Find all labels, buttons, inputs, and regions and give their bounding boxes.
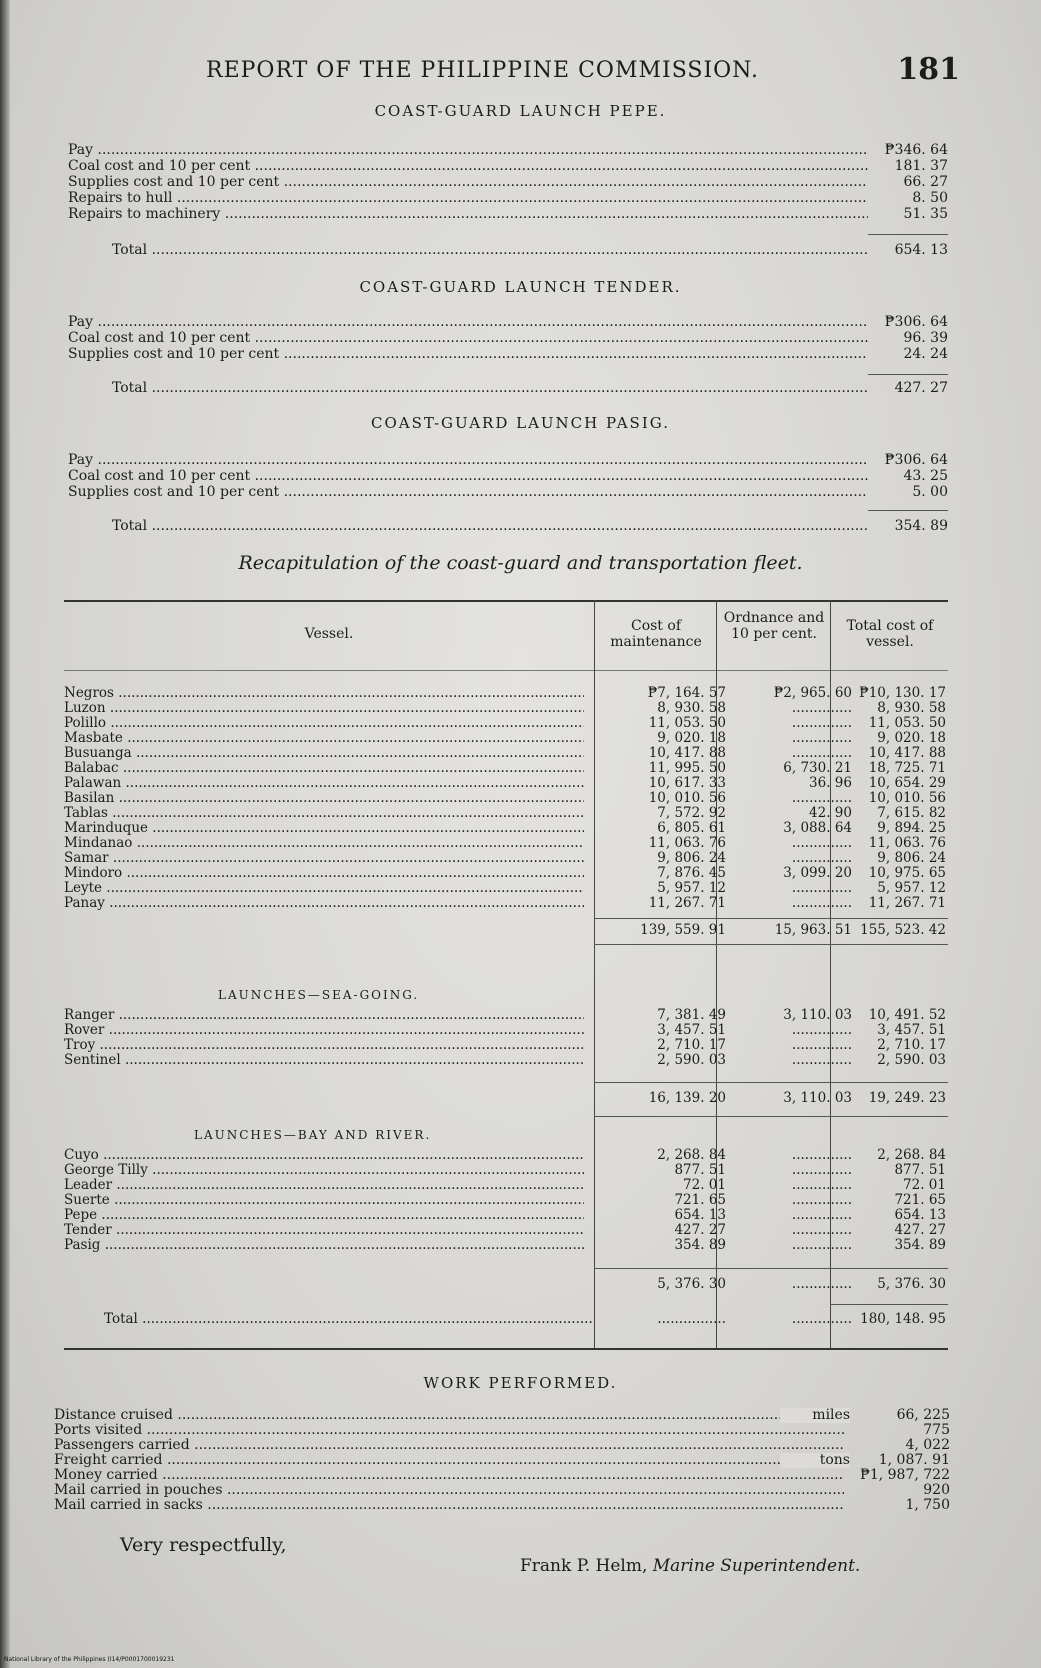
- table-row: [64, 746, 948, 761]
- table-row: [64, 1178, 948, 1193]
- table-row: [64, 791, 948, 806]
- ordnance-cell: ..............: [791, 1312, 852, 1327]
- maintenance-cell: 6, 805. 61: [657, 820, 726, 836]
- vessel-name: George Tilly .....: [64, 1163, 584, 1178]
- table-row: [64, 1193, 948, 1208]
- maintenance-cell: 7, 572. 92: [657, 805, 726, 821]
- ordnance-cell: ..............: [791, 1193, 852, 1208]
- total-cell: 354. 89: [894, 1237, 946, 1253]
- total-cell: 9, 806. 24: [877, 850, 946, 866]
- table-row: [64, 1053, 948, 1068]
- work-label: Passengers carried .....: [54, 1438, 844, 1453]
- item-label: Pay .....: [68, 452, 868, 468]
- table-row: [64, 686, 948, 701]
- list-item: [54, 1423, 950, 1438]
- item-label: Pay .....: [68, 314, 868, 330]
- total-amount: 354. 89: [894, 518, 948, 534]
- list-item: [68, 346, 948, 362]
- column-header-vessel: Vessel.: [304, 626, 354, 642]
- subtotal-rule: [594, 944, 948, 945]
- item-label: Coal cost and 10 per cent .....: [68, 468, 868, 484]
- work-amount: 920: [923, 1482, 950, 1498]
- ordnance-cell: ..............: [791, 1023, 852, 1038]
- work-amount: 775: [923, 1422, 950, 1438]
- maintenance-cell: 11, 995. 50: [648, 760, 726, 776]
- vessel-name: Basilan .....: [64, 791, 584, 806]
- tender-items: [68, 314, 948, 362]
- maintenance-cell: 427. 27: [674, 1222, 726, 1238]
- vessel-name: Leyte .....: [64, 881, 584, 896]
- vessel-name: Tender .....: [64, 1223, 584, 1238]
- ordnance-cell: ..............: [791, 1223, 852, 1238]
- page-header: [200, 52, 960, 92]
- item-amount: ₱306. 64: [884, 452, 948, 468]
- ordnance-cell: ..............: [791, 1053, 852, 1068]
- bay-subtotal-row: [64, 1276, 948, 1292]
- subtotal-rule: [594, 1116, 948, 1117]
- page-number: 181: [897, 52, 960, 87]
- signature-name: Frank P. Helm,: [520, 1556, 648, 1576]
- section-title-tender: COAST-GUARD LAUNCH TENDER.: [359, 278, 682, 296]
- total-label: Total .....: [112, 242, 868, 258]
- total-cell: 11, 053. 50: [868, 715, 946, 731]
- column-header-ordnance: Ordnance and 10 per cent.: [723, 610, 825, 642]
- maintenance-cell: 5, 957. 12: [657, 880, 726, 896]
- vessel-name: Suerte .....: [64, 1193, 584, 1208]
- item-label: Pay .....: [68, 142, 868, 158]
- list-item: [68, 314, 948, 330]
- vessel-name: Luzon .....: [64, 701, 584, 716]
- seagoing-subtotal-row: [64, 1090, 948, 1106]
- item-amount: 8. 50: [912, 190, 948, 206]
- item-label: Supplies cost and 10 per cent .....: [68, 174, 868, 190]
- ordnance-cell: ..............: [791, 896, 852, 911]
- table-row: [64, 776, 948, 791]
- column-header-maintenance: Cost of maintenance: [610, 618, 702, 650]
- ordnance-cell: ..............: [791, 1208, 852, 1223]
- total-cell: 10, 010. 56: [868, 790, 946, 806]
- table-row: [64, 1038, 948, 1053]
- recap-title: Recapitulation of the coast-guard and transportation fleet.: [238, 552, 803, 574]
- sum-rule: [868, 374, 948, 375]
- total-cell: 10, 975. 65: [868, 865, 946, 881]
- table-row: [64, 1023, 948, 1038]
- ordnance-cell: ..............: [791, 1038, 852, 1053]
- ordnance-cell: 36. 96: [809, 776, 852, 791]
- ordnance-cell: ..............: [791, 716, 852, 731]
- work-unit: tons: [780, 1453, 850, 1468]
- header-bottom-rule: [64, 670, 948, 671]
- total-cell: ₱10, 130. 17: [859, 685, 946, 701]
- vessel-name: Rover .....: [64, 1023, 584, 1038]
- total-cell: 654. 13: [894, 1207, 946, 1223]
- total-amount: 654. 13: [894, 242, 948, 258]
- list-item: [68, 484, 948, 500]
- item-amount: 51. 35: [903, 206, 948, 222]
- table-row: [64, 836, 948, 851]
- table-row: [64, 701, 948, 716]
- vessel-name: Pasig .....: [64, 1238, 584, 1253]
- table-top-rule: [64, 600, 948, 602]
- group-title-bay-river: LAUNCHES—BAY AND RIVER.: [194, 1128, 432, 1142]
- maintenance-cell: 7, 381. 49: [657, 1007, 726, 1023]
- list-item: [54, 1468, 950, 1483]
- total-cell: 2, 710. 17: [877, 1037, 946, 1053]
- vessel-name: Negros .....: [64, 686, 584, 701]
- total-cell: 877. 51: [894, 1162, 946, 1178]
- work-amount: ₱1, 987, 722: [859, 1467, 950, 1483]
- table-row: [64, 1163, 948, 1178]
- maintenance-cell: 654. 13: [674, 1207, 726, 1223]
- item-label: Coal cost and 10 per cent .....: [68, 158, 868, 174]
- table-row: [64, 866, 948, 881]
- total-label: Total .....: [112, 518, 868, 534]
- ordnance-cell: ..............: [791, 836, 852, 851]
- maintenance-cell: 11, 267. 71: [648, 895, 726, 911]
- total-amount: 427. 27: [894, 380, 948, 396]
- group-title-seagoing: LAUNCHES—SEA-GOING.: [218, 988, 420, 1002]
- page-spine-shadow: [0, 0, 10, 1668]
- work-amount: 1, 750: [905, 1497, 950, 1513]
- maintenance-cell: ₱7, 164. 57: [647, 685, 726, 701]
- vessel-name: Cuyo .....: [64, 1148, 584, 1163]
- maintenance-cell: 2, 268. 84: [657, 1147, 726, 1163]
- total-cell: 10, 654. 29: [868, 775, 946, 791]
- maintenance-cell: 721. 65: [674, 1192, 726, 1208]
- maintenance-cell: 11, 063. 76: [648, 835, 726, 851]
- maintenance-cell: 11, 053. 50: [648, 715, 726, 731]
- work-label: Freight carried .....: [54, 1453, 844, 1468]
- vessel-name: Palawan .....: [64, 776, 584, 791]
- table-row: [64, 821, 948, 836]
- maintenance-cell: 9, 806. 24: [657, 850, 726, 866]
- section-title-pepe: COAST-GUARD LAUNCH PEPE.: [374, 102, 667, 120]
- table-row: [64, 1008, 948, 1023]
- ordnance-cell: 6, 730. 21: [783, 761, 852, 776]
- work-label: Mail carried in pouches .....: [54, 1483, 844, 1498]
- maintenance-cell: 8, 930. 58: [657, 700, 726, 716]
- table-bottom-rule: [64, 1348, 948, 1350]
- table-row: [64, 1148, 948, 1163]
- maintenance-cell: 10, 010. 56: [648, 790, 726, 806]
- column-header-total: Total cost of vessel.: [846, 618, 934, 650]
- item-amount: ₱306. 64: [884, 314, 948, 330]
- list-item: [68, 158, 948, 174]
- item-label: Repairs to machinery .....: [68, 206, 868, 222]
- table-row: [64, 1238, 948, 1253]
- item-label: Repairs to hull .....: [68, 190, 868, 206]
- ordnance-cell: ..............: [791, 1163, 852, 1178]
- total-cell: 2, 268. 84: [877, 1147, 946, 1163]
- total-cell: 18, 725. 71: [868, 760, 946, 776]
- ordnance-cell: 42. 90: [809, 806, 852, 821]
- ordnance-cell: ..............: [791, 851, 852, 866]
- work-label: Mail carried in sacks .....: [54, 1498, 844, 1513]
- total-label: Total .....: [112, 380, 868, 396]
- subtotal-rule: [830, 1304, 948, 1305]
- scan-footer: National Library of the Philippines (I14/P0001700019231: [4, 1656, 175, 1663]
- recap-table: [64, 600, 948, 1348]
- vessel-name: Mindanao .....: [64, 836, 584, 851]
- work-amount: 1, 087. 91: [878, 1452, 950, 1468]
- ordnance-cell: ..............: [791, 746, 852, 761]
- item-label: Supplies cost and 10 per cent .....: [68, 484, 868, 500]
- vessel-name: Samar .....: [64, 851, 584, 866]
- subtotal-rule: [594, 1082, 948, 1083]
- work-performed-title: WORK PERFORMED.: [423, 1374, 618, 1392]
- total-cell: 11, 063. 76: [868, 835, 946, 851]
- maintenance-cell: 2, 590. 03: [657, 1052, 726, 1068]
- maintenance-cell: 9, 020. 18: [657, 730, 726, 746]
- work-amount: 4, 022: [905, 1437, 950, 1453]
- total-subtotal: 155, 523. 42: [860, 922, 946, 938]
- ordnance-cell: ..............: [791, 1148, 852, 1163]
- table-row: [64, 761, 948, 776]
- vessel-name: Polillo .....: [64, 716, 584, 731]
- work-unit: miles: [780, 1408, 850, 1423]
- table-row: [64, 896, 948, 911]
- maintenance-cell: 10, 417. 88: [648, 745, 726, 761]
- sum-rule: [868, 234, 948, 235]
- ordnance-cell: ..............: [791, 791, 852, 806]
- item-amount: ₱346. 64: [884, 142, 948, 158]
- total-cell: 9, 020. 18: [877, 730, 946, 746]
- total-cell: 2, 590. 03: [877, 1052, 946, 1068]
- maintenance-subtotal: 5, 376. 30: [657, 1276, 726, 1292]
- table-row: [64, 716, 948, 731]
- total-subtotal: 19, 249. 23: [868, 1090, 946, 1106]
- total-cell: 5, 957. 12: [877, 880, 946, 896]
- sum-rule: [868, 510, 948, 511]
- item-label: Supplies cost and 10 per cent .....: [68, 346, 868, 362]
- total-cell: 7, 615. 82: [877, 805, 946, 821]
- signature: [520, 1556, 860, 1576]
- work-amount: 66, 225: [896, 1407, 950, 1423]
- list-item: [54, 1453, 950, 1468]
- maintenance-subtotal: 139, 559. 91: [640, 922, 726, 938]
- ordnance-cell: ..............: [791, 1178, 852, 1193]
- total-cell: 427. 27: [894, 1222, 946, 1238]
- item-amount: 181. 37: [894, 158, 948, 174]
- ordnance-cell: ..............: [791, 1238, 852, 1253]
- vessel-name: Pepe .....: [64, 1208, 584, 1223]
- total-cell: 10, 417. 88: [868, 745, 946, 761]
- work-label: Money carried .....: [54, 1468, 844, 1483]
- item-amount: 66. 27: [903, 174, 948, 190]
- list-item: [54, 1408, 950, 1423]
- maintenance-cell: 10, 617. 33: [648, 775, 726, 791]
- table-row: [64, 806, 948, 821]
- vessel-name: Tablas .....: [64, 806, 584, 821]
- maintenance-cell: ................: [657, 1311, 726, 1327]
- table-row: [64, 731, 948, 746]
- pasig-total-row: [112, 518, 948, 534]
- ordnance-cell: 3, 110. 03: [783, 1008, 852, 1023]
- total-cell: 721. 65: [894, 1192, 946, 1208]
- section-title-pasig: COAST-GUARD LAUNCH PASIG.: [371, 414, 670, 432]
- list-item: [54, 1438, 950, 1453]
- table-row: [64, 851, 948, 866]
- vessel-name: Marinduque .....: [64, 821, 584, 836]
- list-item: [68, 174, 948, 190]
- table-row: [64, 1208, 948, 1223]
- vessel-name: Masbate .....: [64, 731, 584, 746]
- grand-total-label: Total .....: [104, 1312, 594, 1327]
- closing-text: Very respectfully,: [120, 1534, 287, 1556]
- vessel-name: Troy .....: [64, 1038, 584, 1053]
- subtotal-rule: [594, 918, 948, 919]
- total-cell: 3, 457. 51: [877, 1022, 946, 1038]
- table-row: [64, 881, 948, 896]
- vessel-name: Mindoro .....: [64, 866, 584, 881]
- ordnance-cell: ..............: [791, 881, 852, 896]
- vessel-name: Panay .....: [64, 896, 584, 911]
- ordnance-cell: ₱2, 965. 60: [773, 686, 852, 701]
- total-cell: 10, 491. 52: [868, 1007, 946, 1023]
- item-amount: 24. 24: [903, 346, 948, 362]
- list-item: [68, 452, 948, 468]
- vessel-name: Busuanga .....: [64, 746, 584, 761]
- report-title: REPORT OF THE PHILIPPINE COMMISSION.: [206, 58, 760, 83]
- list-item: [68, 468, 948, 484]
- list-item: [68, 190, 948, 206]
- table-row: [64, 1223, 948, 1238]
- total-cell: 72. 01: [903, 1177, 946, 1193]
- vessel-name: Ranger .....: [64, 1008, 584, 1023]
- pasig-items: [68, 452, 948, 500]
- list-item: [68, 330, 948, 346]
- vessels-subtotal-row: [64, 922, 948, 938]
- total-cell: 9, 894. 25: [877, 820, 946, 836]
- maintenance-subtotal: 16, 139. 20: [648, 1090, 726, 1106]
- maintenance-cell: 877. 51: [674, 1162, 726, 1178]
- vessel-name: Balabac .....: [64, 761, 584, 776]
- grand-total-row: [64, 1312, 948, 1327]
- total-cell: 11, 267. 71: [868, 895, 946, 911]
- ordnance-cell: ..............: [791, 701, 852, 716]
- item-label: Coal cost and 10 per cent .....: [68, 330, 868, 346]
- maintenance-cell: 3, 457. 51: [657, 1022, 726, 1038]
- list-item: [54, 1483, 950, 1498]
- list-item: [54, 1498, 950, 1513]
- grand-total-amount: 180, 148. 95: [860, 1311, 946, 1327]
- pepe-items: [68, 142, 948, 222]
- ordnance-cell: 3, 099. 20: [783, 866, 852, 881]
- ordnance-subtotal: 3, 110. 03: [783, 1090, 852, 1106]
- item-amount: 43. 25: [903, 468, 948, 484]
- item-amount: 5. 00: [912, 484, 948, 500]
- total-cell: 8, 930. 58: [877, 700, 946, 716]
- maintenance-cell: 354. 89: [674, 1237, 726, 1253]
- signature-title: Marine Superintendent.: [652, 1556, 861, 1576]
- list-item: [68, 206, 948, 222]
- ordnance-subtotal: 15, 963. 51: [774, 922, 852, 938]
- item-amount: 96. 39: [903, 330, 948, 346]
- ordnance-cell: 3, 088. 64: [783, 821, 852, 836]
- subtotal-rule: [594, 1268, 948, 1269]
- maintenance-cell: 72. 01: [683, 1177, 726, 1193]
- ordnance-cell: ..............: [791, 731, 852, 746]
- vessel-name: Leader .....: [64, 1178, 584, 1193]
- work-label: Ports visited .....: [54, 1423, 844, 1438]
- list-item: [68, 142, 948, 158]
- maintenance-cell: 7, 876. 45: [657, 865, 726, 881]
- tender-total-row: [112, 380, 948, 396]
- ordnance-subtotal: ..............: [791, 1276, 852, 1292]
- vessel-name: Sentinel .....: [64, 1053, 584, 1068]
- total-subtotal: 5, 376. 30: [877, 1276, 946, 1292]
- pepe-total-row: [112, 242, 948, 258]
- work-label: Distance cruised .....: [54, 1408, 844, 1423]
- maintenance-cell: 2, 710. 17: [657, 1037, 726, 1053]
